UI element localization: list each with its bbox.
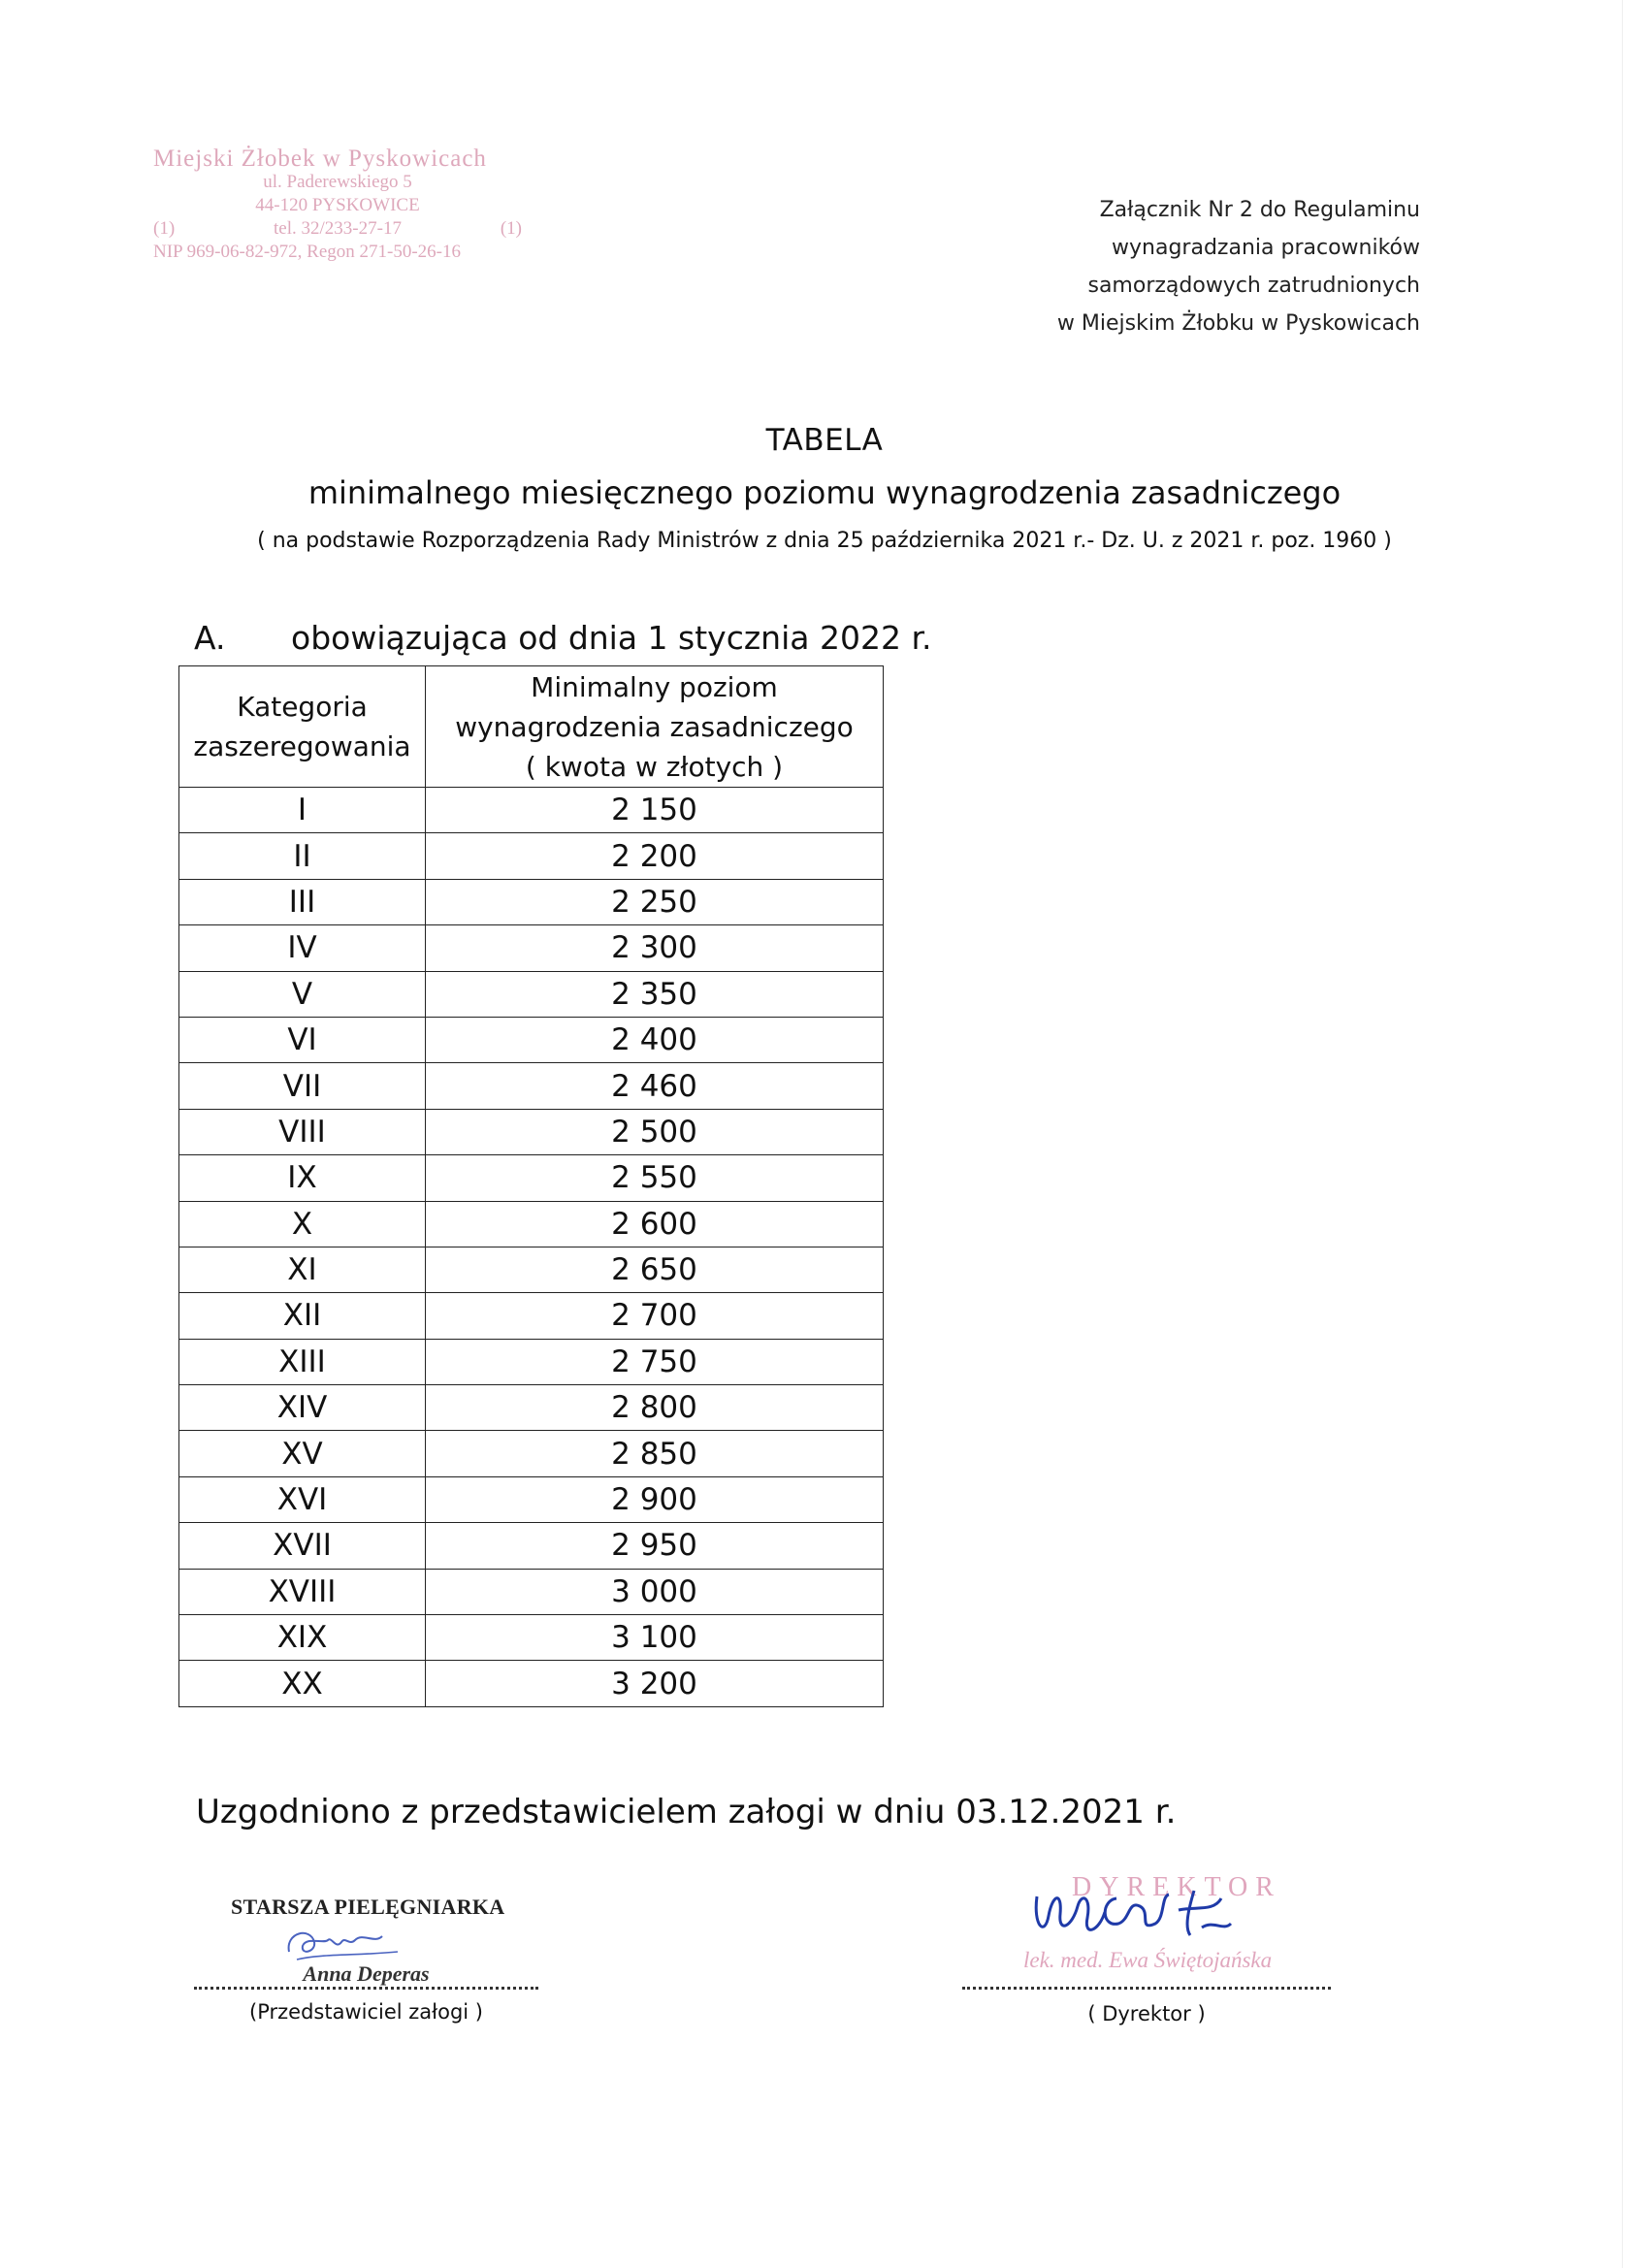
nurse-stamp-name: Anna Deperas [303,1961,430,1986]
category-cell: II [179,833,426,879]
amount-cell: 2 200 [426,833,884,879]
stamp-phone: tel. 32/233-27-17 [274,218,402,239]
salary-table [178,665,884,1707]
table-row [179,1155,884,1201]
document-subtitle: minimalnego miesięcznego poziomu wynagrodzenia zasadniczego [307,474,1342,511]
stamp-line: NIP 969-06-82-972, Regon 271-50-26-16 [153,242,461,262]
table-row [179,1247,884,1292]
table-row [179,1661,884,1706]
director-caption: ( Dyrektor ) [1087,2002,1206,2025]
amount-cell: 3 100 [426,1615,884,1661]
section-label: A. [194,619,226,657]
nurse-signature [281,1923,407,1966]
category-cell: IX [179,1155,426,1201]
category-cell: V [179,971,426,1017]
validity-text: obowiązująca od dnia 1 stycznia 2022 r. [291,619,932,657]
table-header-row [179,666,884,788]
table-row [179,1569,884,1614]
table-row [179,1385,884,1431]
agreement-statement: Uzgodniono z przedstawicielem załogi w dniu 03.12.2021 r. [196,1793,1177,1831]
amount-cell: 2 850 [426,1431,884,1476]
director-stamp-name: lek. med. Ewa Świętojańska [1023,1948,1273,1972]
amount-cell: 2 460 [426,1063,884,1109]
amount-cell: 2 400 [426,1017,884,1062]
category-cell: VIII [179,1109,426,1154]
table-row [179,1201,884,1247]
stamp-line: Miejski Żłobek w Pyskowicach [153,146,487,172]
attachment-line: Załącznik Nr 2 do Regulaminu [1099,198,1420,222]
category-cell: XV [179,1431,426,1476]
amount-cell: 2 150 [426,788,884,833]
table-row [179,879,884,924]
director-signature [1023,1877,1256,1950]
table-row [179,971,884,1017]
table-row [179,788,884,833]
category-cell: X [179,1201,426,1247]
category-cell: XIV [179,1385,426,1431]
table-row [179,1431,884,1476]
header-text: wynagrodzenia zasadniczego [455,710,854,743]
category-cell: VII [179,1063,426,1109]
header-amount [426,666,884,788]
institution-stamp [153,147,522,264]
category-cell: IV [179,925,426,971]
amount-cell: 2 800 [426,1385,884,1431]
amount-cell: 2 350 [426,971,884,1017]
table-row [179,1293,884,1339]
category-cell: XII [179,1293,426,1339]
category-cell: III [179,879,426,924]
category-cell: XVI [179,1476,426,1522]
amount-cell: 2 700 [426,1293,884,1339]
amount-cell: 2 300 [426,925,884,971]
table-row [179,1615,884,1661]
employee-representative-caption: (Przedstawiciel załogi ) [249,2000,483,2024]
amount-cell: 2 750 [426,1339,884,1384]
attachment-note [1057,191,1420,342]
stamp-mark: (1) [153,218,176,239]
director-stamp-title: DYREKTOR [1072,1872,1281,1902]
amount-cell: 2 950 [426,1523,884,1569]
category-cell: VI [179,1017,426,1062]
table-row [179,1339,884,1384]
table-row [179,1109,884,1154]
amount-cell: 2 250 [426,879,884,924]
amount-cell: 2 600 [426,1201,884,1247]
table-row [179,1523,884,1569]
nurse-stamp-title: STARSZA PIELĘGNIARKA [231,1895,505,1919]
category-cell: XVIII [179,1569,426,1614]
amount-cell: 2 550 [426,1155,884,1201]
attachment-line: wynagradzania pracowników [1112,236,1420,260]
amount-cell: 3 000 [426,1569,884,1614]
table-row [179,833,884,879]
category-cell: XIII [179,1339,426,1384]
document-title: TABELA [765,423,884,458]
table-row [179,1063,884,1109]
amount-cell: 3 200 [426,1661,884,1706]
table-row [179,1017,884,1062]
category-cell: XX [179,1661,426,1706]
category-cell: XVII [179,1523,426,1569]
category-cell: I [179,788,426,833]
scan-edge [1622,0,1623,2268]
legal-basis: ( na podstawie Rozporządzenia Rady Ministrów z dnia 25 października 2021 r.- Dz. U. z 2021 r. poz. 1960 ) [257,529,1392,553]
header-text: zaszeregowania [193,730,411,762]
attachment-line: samorządowych zatrudnionych [1087,274,1420,298]
stamp-mark: (1) [500,218,522,239]
amount-cell: 2 900 [426,1476,884,1522]
amount-cell: 2 500 [426,1109,884,1154]
header-text: Kategoria [237,691,368,723]
category-cell: XI [179,1247,426,1292]
table-row [179,925,884,971]
amount-cell: 2 650 [426,1247,884,1292]
validity-line [194,619,931,657]
attachment-line: w Miejskim Żłobku w Pyskowicach [1056,311,1420,336]
signature-line-right [962,1961,1331,1990]
table-row [179,1476,884,1522]
header-text: ( kwota w złotych ) [525,750,784,783]
header-text: Minimalny poziom [531,670,778,703]
header-category [179,666,426,788]
category-cell: XIX [179,1615,426,1661]
stamp-phone-row [153,217,522,241]
stamp-line: ul. Paderewskiego 5 [263,172,412,192]
stamp-line: 44-120 PYSKOWICE [255,195,420,215]
